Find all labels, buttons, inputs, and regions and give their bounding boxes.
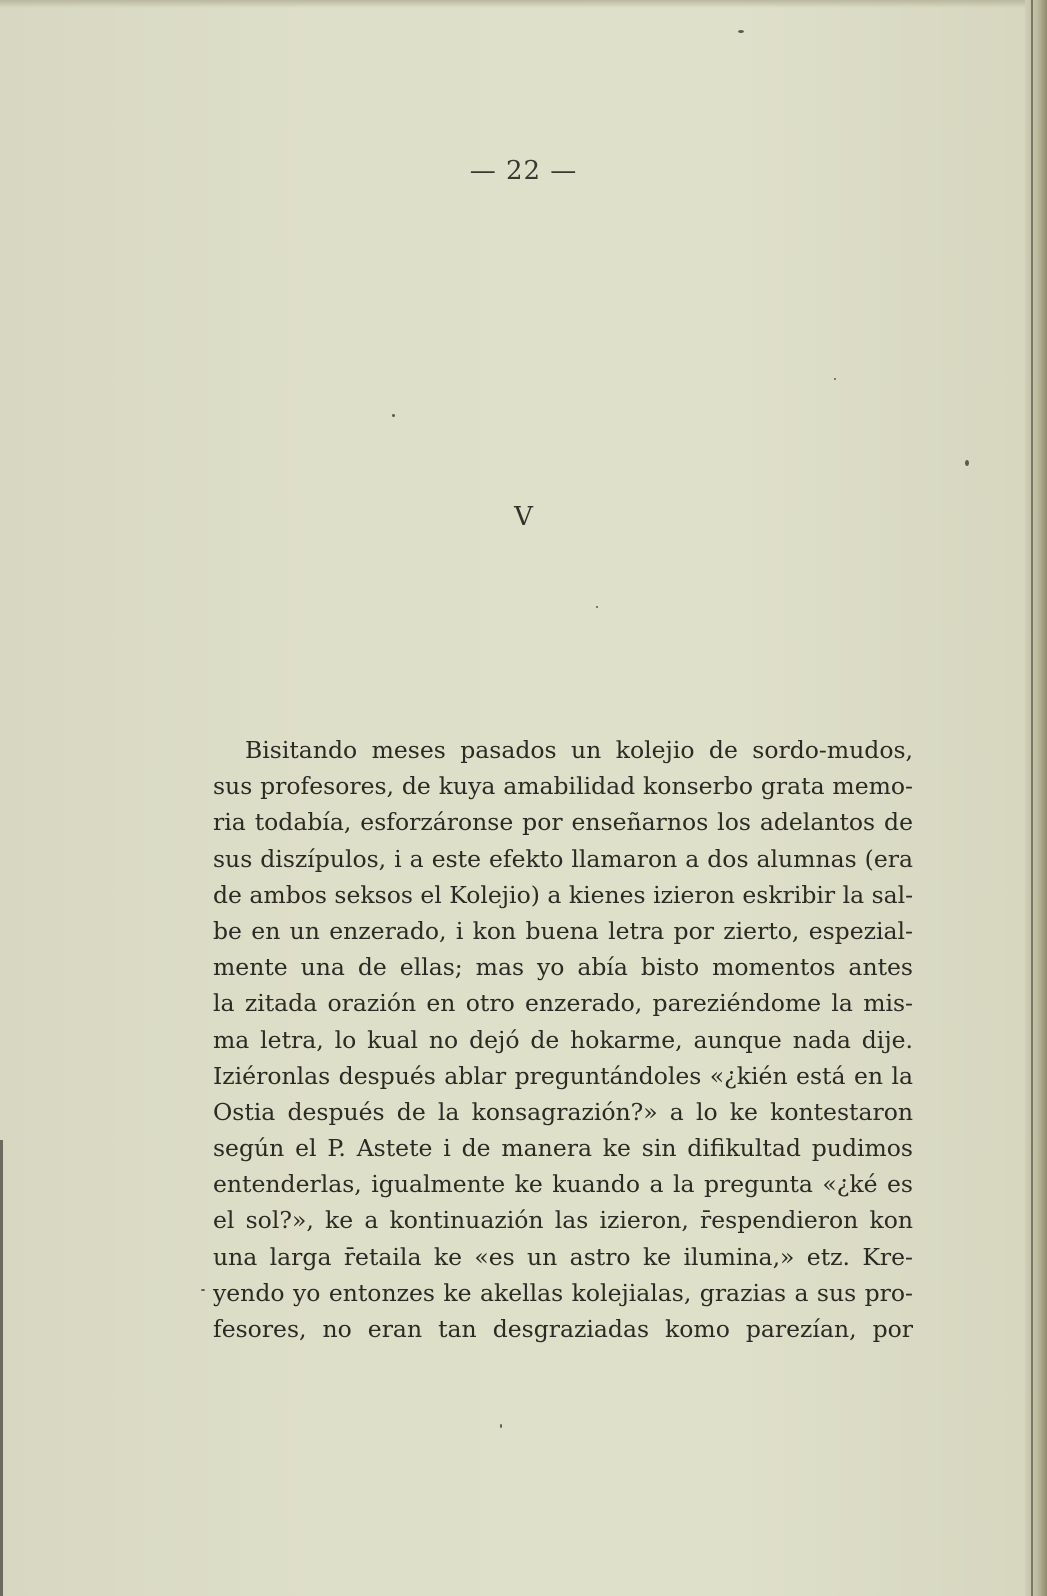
paper-speck bbox=[201, 1289, 205, 1291]
left-edge-shadow bbox=[0, 1140, 3, 1596]
text-line: mente una de ellas; mas yo abía bisto momentos antes bbox=[213, 953, 913, 982]
text-line: sus profesores, de kuya amabilidad konserbo grata memo- bbox=[213, 772, 913, 801]
text-line: entenderlas, igualmente ke kuando a la pregunta «¿ké es bbox=[213, 1170, 913, 1199]
paper-speck bbox=[596, 606, 598, 608]
text-line: Iziéronlas después ablar preguntándoles «¿kién está en la bbox=[213, 1061, 913, 1090]
text-line: Bisitando meses pasados un kolejio de sordo-mudos, bbox=[245, 736, 913, 764]
text-line: ria todabía, esforzáronse por enseñarnos los adelantos de bbox=[213, 808, 913, 837]
top-edge-shadow bbox=[0, 0, 1047, 8]
text-line: sus diszípulos, i a este efekto llamaron a dos alumnas (era bbox=[213, 844, 913, 873]
binding-line bbox=[1031, 0, 1033, 1596]
text-line: una larga r̄etaila ke «es un astro ke ilumina,» etz. Kre- bbox=[213, 1242, 913, 1271]
page-right-edge bbox=[1025, 0, 1047, 1596]
paper-speck bbox=[500, 1424, 502, 1428]
text-line: el sol?», ke a kontinuazión las izieron, r̄espendieron kon bbox=[213, 1206, 913, 1235]
text-line: be en un enzerado, i kon buena letra por zierto, espezial- bbox=[213, 916, 913, 945]
page-number: — 22 — bbox=[469, 156, 578, 186]
text-line: fesores, no eran tan desgraziadas komo parezían, por bbox=[213, 1315, 913, 1343]
text-line: la zitada orazión en otro enzerado, pareziéndome la mis- bbox=[213, 989, 913, 1018]
paper-speck bbox=[834, 378, 836, 380]
text-line: yendo yo entonzes ke akellas kolejialas, grazias a sus pro- bbox=[213, 1278, 913, 1307]
chapter-heading: V bbox=[514, 502, 533, 532]
paper-speck bbox=[738, 30, 744, 33]
paper-speck bbox=[965, 460, 969, 466]
text-line: de ambos seksos el Kolejio) a kienes izieron eskribir la sal- bbox=[213, 880, 914, 909]
text-line: según el P. Astete i de manera ke sin difikultad pudimos bbox=[213, 1134, 913, 1163]
text-line: ma letra, lo kual no dejó de hokarme, aunque nada dije. bbox=[213, 1025, 913, 1054]
paper-speck bbox=[392, 414, 395, 417]
text-line: Ostia después de la konsagrazión?» a lo ke kontestaron bbox=[213, 1097, 913, 1126]
body-paragraph bbox=[213, 732, 913, 1347]
